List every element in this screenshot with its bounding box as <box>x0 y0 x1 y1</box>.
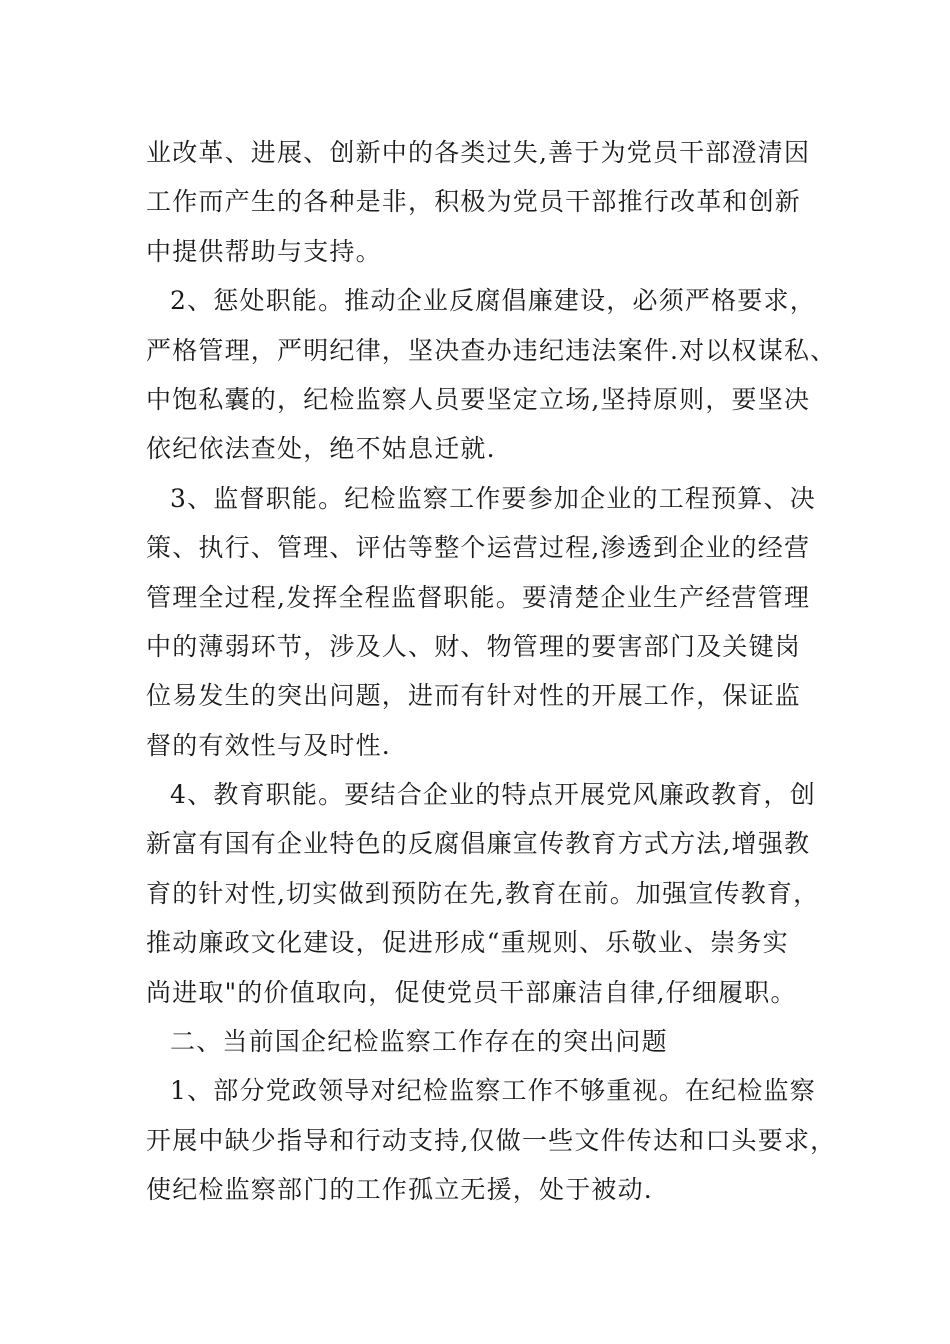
text-line: 尚进取"的价值取向，促使党员干部廉洁自律,仔细履职。 <box>146 977 797 1007</box>
text-line: 中提供帮助与支持。 <box>146 236 382 266</box>
text-line: 位易发生的突出问题，进而有针对性的开展工作，保证监 <box>146 681 802 711</box>
text-line: 育的针对性,切实做到预防在先,教育在前。加强宣传教育， <box>146 878 820 908</box>
text-line: 严格管理，严明纪律，坚决查办违纪违法案件.对以权谋私、 <box>146 335 837 365</box>
text-line: 管理全过程,发挥全程监督职能。要清楚企业生产经营管理 <box>146 582 811 612</box>
text-line: 使纪检监察部门的工作孤立无援，处于被动. <box>146 1175 653 1205</box>
text-line: 策、执行、管理、评估等整个运营过程,渗透到企业的经营 <box>146 533 811 563</box>
paragraph-start-line: 1、部分党政领导对纪检监察工作不够重视。在纪检监察 <box>170 1076 816 1106</box>
paragraph-start-line: 2、惩处职能。推动企业反腐倡廉建设，必须严格要求， <box>170 286 816 316</box>
section-heading: 二、当前国企纪检监察工作存在的突出问题 <box>170 1027 668 1057</box>
text-line: 新富有国有企业特色的反腐倡廉宣传教育方式方法,增强教 <box>146 829 811 859</box>
text-line: 工作而产生的各种是非，积极为党员干部推行改革和创新 <box>146 187 802 217</box>
text-line: 推动廉政文化建设，促进形成“重规则、乐敬业、崇务实 <box>146 928 789 958</box>
text-line: 中饱私囊的，纪检监察人员要坚定立场,坚持原则，要坚决 <box>146 384 811 414</box>
paragraph-start-line: 4、教育职能。要结合企业的特点开展党风廉政教育，创 <box>170 780 816 810</box>
body-text <box>146 128 837 1215</box>
text-line: 依纪依法查处，绝不姑息迁就. <box>146 434 496 464</box>
text-line: 业改革、进展、创新中的各类过失,善于为党员干部澄清因 <box>146 138 811 167</box>
text-line: 督的有效性与及时性. <box>146 730 391 760</box>
text-line: 中的薄弱环节，涉及人、财、物管理的要害部门及关键岗 <box>146 631 802 661</box>
paragraph-start-line: 3、监督职能。纪检监察工作要参加企业的工程预算、决 <box>170 483 816 513</box>
text-line: 开展中缺少指导和行动支持,仅做一些文件传达和口头要求， <box>146 1125 837 1155</box>
